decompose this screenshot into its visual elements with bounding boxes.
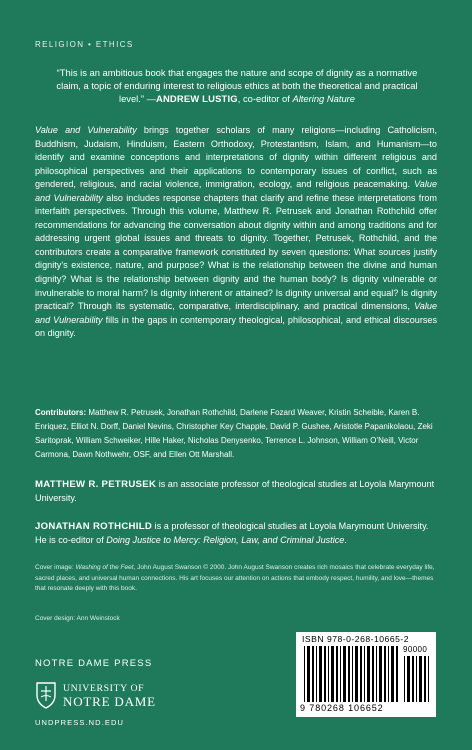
barcode-bar [416, 656, 417, 702]
logo-line-2: NOTRE DAME [63, 694, 156, 709]
barcode-bar [412, 656, 414, 702]
barcode-bar [407, 656, 410, 702]
logo-line-1: UNIVERSITY OF [63, 683, 145, 694]
barcode-bar [376, 646, 377, 702]
author-bio-petrusek [35, 478, 437, 505]
barcode-bar [388, 646, 389, 702]
barcode-bar [312, 646, 314, 702]
contributors-label: Contributors: [35, 408, 87, 417]
credit-prefix: Cover image: [35, 564, 76, 571]
barcode [296, 632, 436, 717]
barcode-bar [307, 646, 310, 702]
author-bio-text-rothchild: is a professor of theological studies at Loyola Marymount University. He is co-editor of [35, 521, 429, 545]
barcode-supplement-number: 90000 [403, 645, 428, 654]
description-part-3: fills in the gaps in contemporary theological, philosophical, and ethical discourses on dignity. [35, 314, 437, 339]
barcode-bar [336, 646, 338, 702]
barcode-main-bars [304, 646, 400, 702]
barcode-bar [384, 646, 386, 702]
author-name-rothchild: JONATHAN ROTHCHILD [35, 521, 153, 532]
university-logo [35, 681, 205, 711]
barcode-bar [428, 656, 429, 702]
cover-design-credit: Cover design: Ann Weinstock [35, 615, 120, 622]
barcode-bar [319, 646, 322, 702]
barcode-bar [331, 646, 334, 702]
ean-number: 9 780268 106652 [300, 703, 384, 713]
barcode-bar [424, 656, 426, 702]
barcode-bar [391, 646, 394, 702]
endorsement-quote [56, 66, 418, 106]
category-label: RELIGION • ETHICS [35, 40, 134, 49]
publisher-name: NOTRE DAME PRESS [35, 658, 153, 669]
artwork-title: Washing of the Feet [75, 564, 134, 571]
barcode-bar [372, 646, 374, 702]
quote-text: “This is an ambitious book that engages the nature and scope of dignity as a normative claim, a topic of enduring interest to religious ethics at both the theoretical and practical level.” — [56, 67, 418, 105]
shield-icon [35, 681, 57, 709]
barcode-bar [419, 656, 422, 702]
barcode-bar [340, 646, 341, 702]
barcode-bar [304, 646, 305, 702]
bio-end: . [344, 534, 347, 545]
author-bio-rothchild [35, 520, 437, 547]
barcode-supplement-bars [404, 656, 432, 702]
barcode-bar [404, 656, 405, 702]
author-name-petrusek: MATTHEW R. PETRUSEK [35, 479, 157, 490]
book-title-3: Value and Vulnerability [35, 301, 437, 325]
barcode-bar [316, 646, 317, 702]
description-part-2: also includes response chapters that clarify and refine these interpretations from interfaith perspectives. Through this volume, Matthew R. Petrusek and Jonathan Rothchild offer recommendations for advancing the conversation about dignity within and among traditions and for addressing urgent global issues and threats to dignity. Together, Petrusek, Rothchild, and the contributors create a comparative framework constituted by seven questions: What sources justify dignity’s existence, nature, and purpose? What is the relationship between the divine and human dignity? What is the relationship between dignity and the human body? Is dignity vulnerable or invulnerable to moral harm? Is dignity inherent or attained? Is dignity universal and equal? Is dignity practical? Through its systematic, comparative, interdisciplinary, and practical dimensions, [35, 192, 437, 312]
barcode-bar [343, 646, 346, 702]
barcode-bar [360, 646, 362, 702]
barcode-bar [352, 646, 353, 702]
barcode-bar [328, 646, 329, 702]
book-description [35, 124, 437, 341]
quote-book-title: Altering Nature [292, 93, 355, 105]
quote-affiliation: , co-editor of [237, 93, 293, 105]
credit-text: , John August Swanson © 2000. John August Swanson creates rich mosaics that celebrate everyday life, sacred places, and universal human connections. His art focuses our attention on actions that embody respect, humility, and love—themes that resonate deeply with this book. [35, 564, 435, 593]
book-title-2: Value and Vulnerability [35, 179, 437, 203]
cover-image-credit [35, 563, 437, 595]
quote-author: ANDREW LUSTIG [155, 93, 238, 105]
barcode-bar [379, 646, 382, 702]
rothchild-book-title: Doing Justice to Mercy: Religion, Law, and Criminal Justice [106, 534, 345, 545]
barcode-bar [355, 646, 358, 702]
isbn-number: ISBN 978-0-268-10665-2 [302, 634, 410, 644]
barcode-bar [367, 646, 370, 702]
barcode-bar [396, 646, 398, 702]
book-title-1: Value and Vulnerability [35, 125, 137, 135]
barcode-bar [324, 646, 326, 702]
contributors-names: Matthew R. Petrusek, Jonathan Rothchild, Darlene Fozard Weaver, Kristin Scheible, Karen B. Enriquez, Elliot N. Dorff, Daniel Nevins, Christopher Key Chapple, David P. Gushee, Aristotle Papanikolaou, Zeki Saritoprak, William Schweiker, Hille Haker, Nicholas Denysenko, Terrence L. Johnson, William O’Neill, Victor Carmona, Dawn Nothwehr, OSF, and Ellen Ott Marshall. [35, 408, 433, 459]
contributors-list [35, 406, 437, 462]
barcode-bar [364, 646, 365, 702]
press-url: UNDPRESS.ND.EDU [35, 718, 125, 727]
description-part-1: brings together scholars of many religions—including Catholicism, Buddhism, Judaism, Hinduism, Eastern Orthodoxy, Protestantism, Islam, and Humanism—to identify and examine conceptions and interpretations of dignity within different religious and philosophical perspectives and their applications to contemporary issues of conflict, such as gendered, religious, and racial violence, immigration, ecology, and religious peacemaking. [35, 125, 437, 190]
barcode-bar [348, 646, 350, 702]
author-bio-text-petrusek: is an associate professor of theological studies at Loyola Marymount University. [35, 479, 435, 503]
